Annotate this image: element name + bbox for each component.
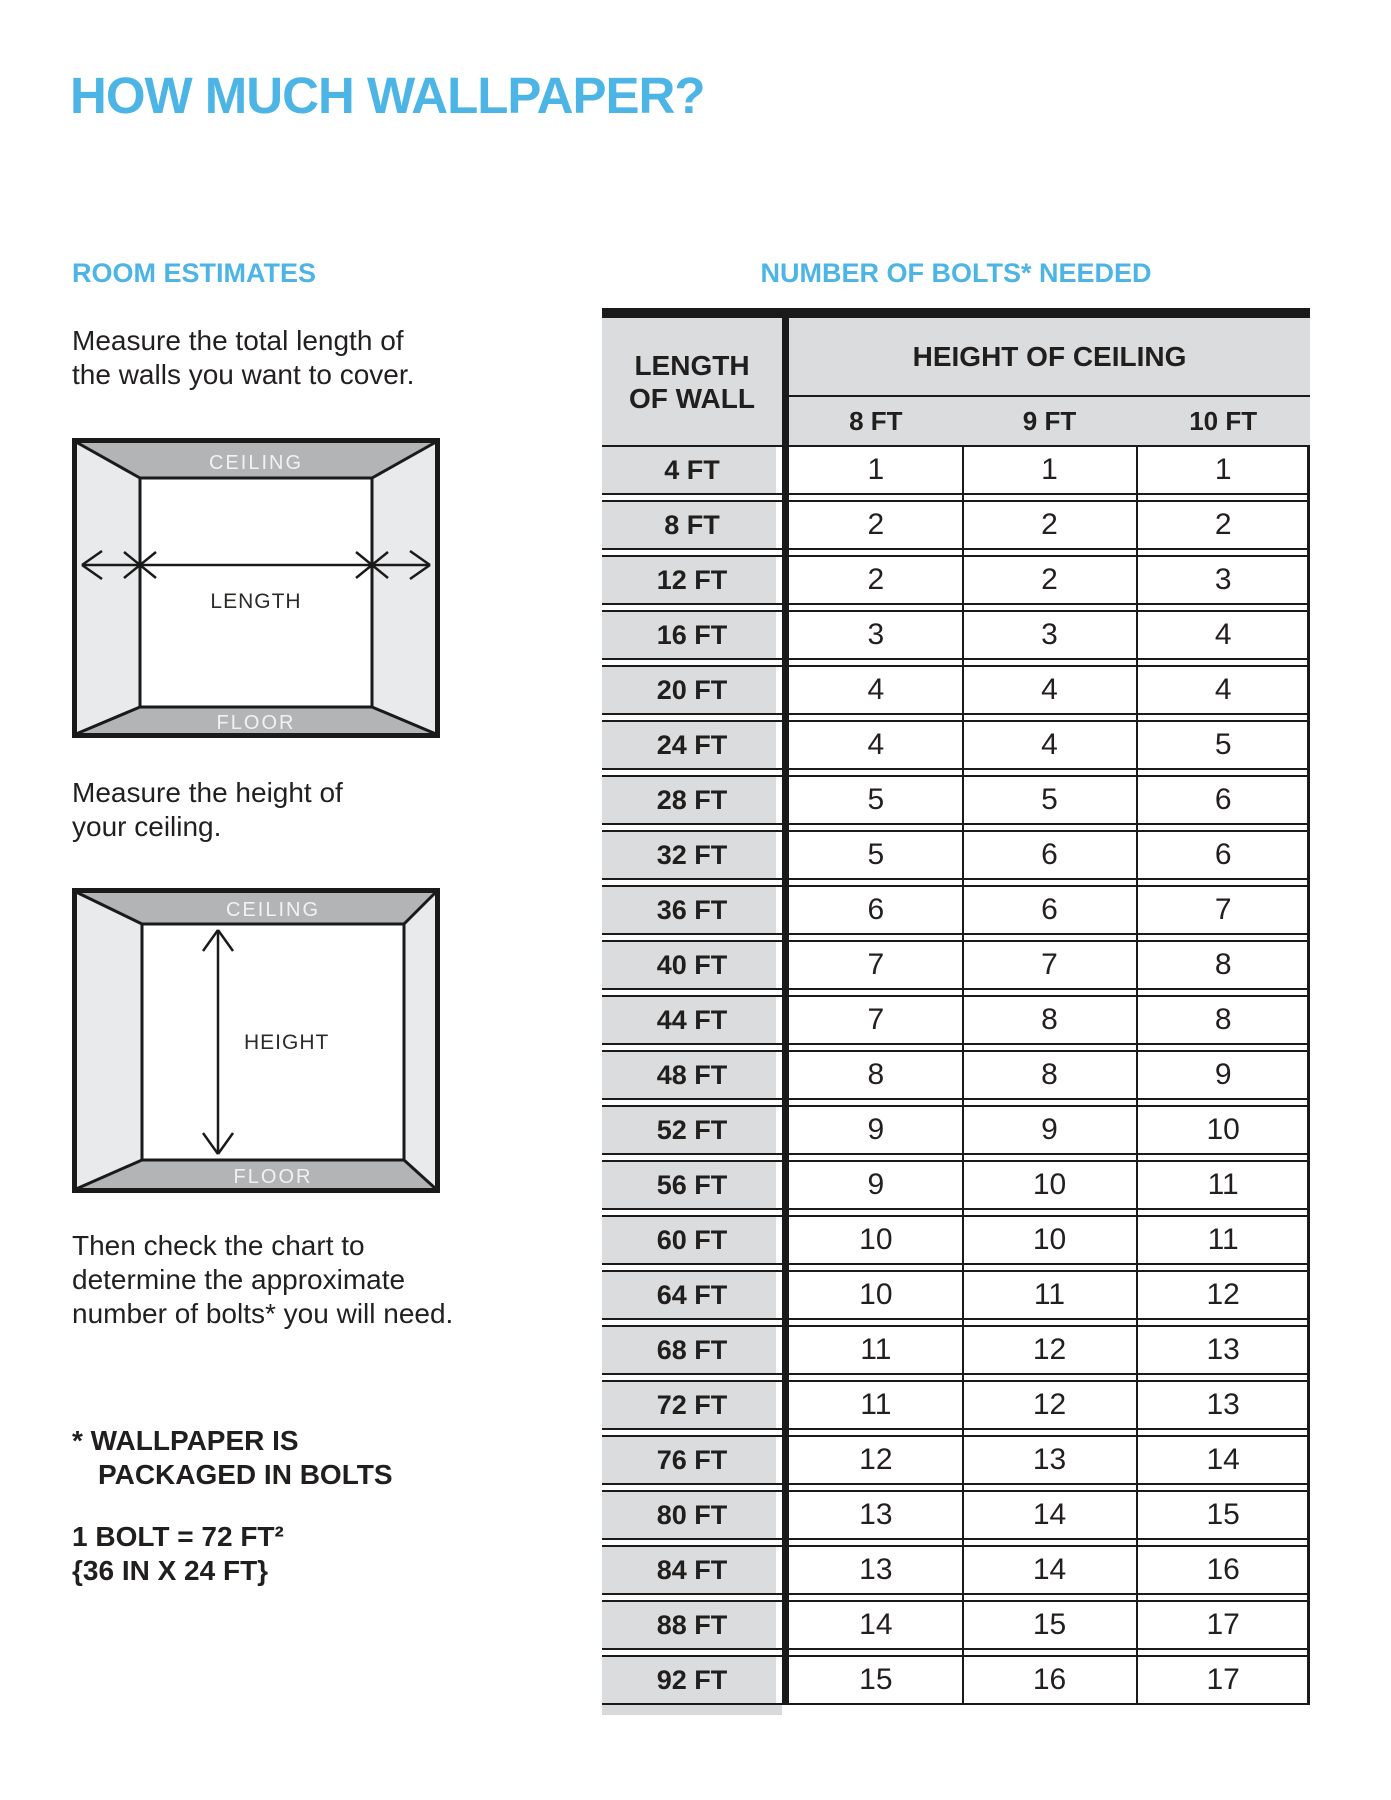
bolt-count-cell: 14: [1206, 1443, 1240, 1476]
wall-length-cell: 80 FT: [602, 1490, 782, 1540]
bolt-count-cell: 8: [867, 1058, 885, 1091]
wall-length-cell: 20 FT: [602, 665, 782, 715]
table-row: [602, 1435, 1310, 1485]
bolt-count-cell: 5: [1041, 783, 1058, 816]
bolt-count-cell: 5: [1214, 728, 1232, 761]
bolt-values: [789, 1380, 1310, 1430]
footnote-line: PACKAGED IN BOLTS: [98, 1459, 393, 1490]
ceiling-height-header: HEIGHT OF CEILING: [912, 340, 1187, 372]
bolt-count-cell: 4: [1214, 673, 1232, 706]
bolt-values: [789, 830, 1310, 880]
bolt-count-cell: 12: [1032, 1333, 1067, 1366]
room-length-diagram: [72, 438, 440, 738]
table-row: [602, 1655, 1310, 1705]
bolt-count-cell: 6: [1214, 838, 1232, 871]
wall-length-cell: 12 FT: [602, 555, 782, 605]
bolt-count-cell: 5: [867, 838, 885, 871]
bolt-values: [789, 1215, 1310, 1265]
bolt-count-cell: 8: [1214, 948, 1232, 981]
bolt-count-cell: 8: [1041, 1003, 1058, 1036]
bolt-count-cell: 2: [1041, 563, 1058, 596]
bolt-count-cell: 8: [1041, 1058, 1058, 1091]
bolt-count-cell: 10: [859, 1278, 893, 1311]
length-label: LENGTH: [210, 590, 302, 613]
wall-length-cell: 92 FT: [602, 1655, 782, 1705]
bolt-count-cell: 15: [1206, 1498, 1240, 1531]
bolt-values: [789, 665, 1310, 715]
wall-length-cell: 56 FT: [602, 1160, 782, 1210]
bolt-values: [789, 555, 1310, 605]
right-wall: [372, 442, 436, 734]
row-header-cell: [602, 318, 782, 445]
column-header: 8 FT: [849, 405, 903, 436]
wall-length-cell: 36 FT: [602, 885, 782, 935]
bolt-values: [789, 1435, 1310, 1485]
wall-length-cell: 76 FT: [602, 1435, 782, 1485]
bolt-count-cell: 12: [1032, 1388, 1067, 1421]
table-row: [602, 775, 1310, 825]
instruction-line: Measure the total length of: [72, 325, 404, 356]
floor-label: FLOOR: [233, 1166, 313, 1188]
table-row: [602, 1160, 1310, 1210]
floor-label: FLOOR: [216, 712, 296, 734]
left-wall: [76, 892, 142, 1189]
wall-length-cell: 72 FT: [602, 1380, 782, 1430]
table-top-bar: [602, 308, 1310, 318]
column-separator: [1136, 445, 1138, 1705]
bolt-values: [789, 940, 1310, 990]
wall-length-cell: 32 FT: [602, 830, 782, 880]
column-header: 9 FT: [1022, 405, 1077, 436]
bolt-count-cell: 11: [860, 1388, 892, 1421]
table-row: [602, 1270, 1310, 1320]
bolt-count-cell: 15: [859, 1663, 893, 1696]
bolt-count-cell: 13: [1206, 1388, 1240, 1421]
table-row: [602, 885, 1310, 935]
bolt-count-cell: 10: [1032, 1168, 1067, 1201]
row-header-line: OF WALL: [629, 382, 755, 414]
wall-length-cell: 60 FT: [602, 1215, 782, 1265]
bolt-values: [789, 885, 1310, 935]
instruction-line: the walls you want to cover.: [72, 359, 415, 390]
table-row: [602, 1600, 1310, 1650]
bolt-count-cell: 3: [1041, 618, 1058, 651]
table-row: [602, 445, 1310, 495]
bolt-values: [789, 1160, 1310, 1210]
bolt-count-cell: 12: [859, 1443, 893, 1476]
height-label: HEIGHT: [244, 1031, 330, 1054]
wall-length-cell: 68 FT: [602, 1325, 782, 1375]
bolts-needed-heading: NUMBER OF BOLTS* NEEDED: [760, 258, 1152, 288]
table-row: [602, 720, 1310, 770]
bolt-count-cell: 2: [1214, 508, 1232, 541]
bolt-count-cell: 9: [1214, 1058, 1232, 1091]
bolts-footnote: [72, 1424, 393, 1492]
bolt-count-cell: 4: [867, 728, 885, 761]
table-right-border: [1307, 445, 1310, 1705]
wall-length-cell: 4 FT: [602, 445, 782, 495]
table-row: [602, 1380, 1310, 1430]
bolt-count-cell: 6: [867, 893, 885, 926]
bolt-count-cell: 13: [1032, 1443, 1067, 1476]
bolt-count-cell: 9: [867, 1168, 885, 1201]
column-separator: [962, 445, 964, 1705]
bolt-count-cell: 15: [1032, 1608, 1067, 1641]
wall-length-cell: 16 FT: [602, 610, 782, 660]
bolt-values: [789, 720, 1310, 770]
table-row: [602, 940, 1310, 990]
table-row: [602, 500, 1310, 550]
bolt-count-cell: 17: [1206, 1608, 1240, 1641]
bolt-values: [789, 500, 1310, 550]
bolt-count-cell: 16: [1032, 1663, 1067, 1696]
bolts-table: [602, 308, 1310, 1715]
bolt-count-cell: 12: [1206, 1278, 1240, 1311]
bolt-count-cell: 7: [1214, 893, 1232, 926]
bolt-count-cell: 4: [1041, 728, 1058, 761]
table-row: [602, 1050, 1310, 1100]
bolt-values: [789, 1105, 1310, 1155]
instruction-check-chart: [72, 1229, 453, 1331]
table-row: [602, 1545, 1310, 1595]
instruction-line: Measure the height of: [72, 777, 343, 808]
bolt-count-cell: 13: [859, 1498, 893, 1531]
bolt-count-cell: 10: [859, 1223, 893, 1256]
left-wall: [76, 442, 140, 734]
table-row: [602, 1105, 1310, 1155]
bolt-count-cell: 10: [1032, 1223, 1067, 1256]
column-header: 10 FT: [1189, 405, 1258, 436]
table-rows: [602, 445, 1310, 1710]
room-height-diagram: [72, 888, 440, 1193]
footnote-line: * WALLPAPER IS: [72, 1425, 299, 1456]
column-headers: [789, 397, 1310, 445]
bolt-values: [789, 1270, 1310, 1320]
wall-length-cell: 64 FT: [602, 1270, 782, 1320]
bolt-size-info: [72, 1520, 284, 1588]
bolt-info-line: 1 BOLT = 72 FT²: [72, 1521, 284, 1552]
bolt-count-cell: 9: [867, 1113, 885, 1146]
bolt-count-cell: 6: [1214, 783, 1232, 816]
wall-length-cell: 88 FT: [602, 1600, 782, 1650]
instruction-measure-length: [72, 324, 414, 392]
bolt-count-cell: 14: [1032, 1553, 1067, 1586]
bolt-count-cell: 11: [1033, 1278, 1066, 1311]
page-title: HOW MUCH WALLPAPER?: [70, 67, 705, 124]
instruction-line: Then check the chart to: [72, 1230, 365, 1261]
bolt-count-cell: 2: [1041, 508, 1058, 541]
row-header-line: LENGTH: [634, 349, 750, 381]
bolt-count-cell: 5: [867, 783, 885, 816]
bolt-count-cell: 3: [867, 618, 885, 651]
table-row: [602, 1215, 1310, 1265]
bolt-count-cell: 6: [1041, 838, 1058, 871]
bolt-count-cell: 13: [1206, 1333, 1240, 1366]
bolt-count-cell: 1: [1214, 453, 1232, 486]
bolt-count-cell: 7: [867, 1003, 885, 1036]
wall-length-cell: 40 FT: [602, 940, 782, 990]
bolt-count-cell: 2: [867, 508, 885, 541]
instruction-line: determine the approximate: [72, 1264, 406, 1295]
table-row: [602, 1325, 1310, 1375]
bolt-values: [789, 610, 1310, 660]
bolt-count-cell: 17: [1206, 1663, 1240, 1696]
bolt-values: [789, 1325, 1310, 1375]
wall-length-cell: 44 FT: [602, 995, 782, 1045]
bolt-count-cell: 13: [859, 1553, 893, 1586]
table-row: [602, 665, 1310, 715]
bolt-count-cell: 4: [867, 673, 885, 706]
bolt-values: [789, 995, 1310, 1045]
table-row: [602, 555, 1310, 605]
bolt-count-cell: 11: [860, 1333, 892, 1366]
bolt-values: [789, 1545, 1310, 1595]
bolt-count-cell: 4: [1214, 618, 1232, 651]
bolt-count-cell: 9: [1041, 1113, 1058, 1146]
bolt-values: [789, 1655, 1310, 1705]
bolt-info-line: {36 IN X 24 FT}: [72, 1555, 269, 1586]
wall-length-cell: 24 FT: [602, 720, 782, 770]
wall-length-cell: 28 FT: [602, 775, 782, 825]
bolt-values: [789, 775, 1310, 825]
bolt-count-cell: 4: [1041, 673, 1058, 706]
bolt-count-cell: 1: [1041, 453, 1058, 486]
bolt-count-cell: 7: [1041, 948, 1058, 981]
bolt-values: [789, 445, 1310, 495]
right-wall: [404, 892, 436, 1189]
bolt-values: [789, 1050, 1310, 1100]
instruction-measure-height: [72, 776, 343, 844]
table-bottom-shadow: [602, 1705, 782, 1715]
bolt-count-cell: 14: [1032, 1498, 1067, 1531]
table-row: [602, 610, 1310, 660]
bolt-count-cell: 6: [1041, 893, 1058, 926]
ceiling-label: CEILING: [208, 452, 304, 474]
instruction-line: your ceiling.: [72, 811, 222, 842]
column-header-group: [789, 318, 1310, 445]
table-row: [602, 1490, 1310, 1540]
instruction-line: number of bolts* you will need.: [72, 1298, 454, 1329]
bolt-count-cell: 7: [867, 948, 885, 981]
bolt-count-cell: 3: [1214, 563, 1232, 596]
bolt-count-cell: 11: [1207, 1223, 1239, 1256]
bolt-count-cell: 10: [1206, 1113, 1240, 1146]
table-row: [602, 995, 1310, 1045]
wall-length-cell: 48 FT: [602, 1050, 782, 1100]
bolt-count-cell: 14: [859, 1608, 893, 1641]
wall-length-cell: 8 FT: [602, 500, 782, 550]
bolt-count-cell: 2: [867, 563, 885, 596]
table-row: [602, 830, 1310, 880]
wall-length-cell: 84 FT: [602, 1545, 782, 1595]
bolt-values: [789, 1600, 1310, 1650]
room-estimates-heading: ROOM ESTIMATES: [72, 258, 317, 288]
bolt-count-cell: 8: [1214, 1003, 1232, 1036]
bolt-count-cell: 16: [1206, 1553, 1240, 1586]
wall-length-cell: 52 FT: [602, 1105, 782, 1155]
bolt-count-cell: 11: [1207, 1168, 1239, 1201]
bolt-count-cell: 1: [867, 453, 885, 486]
ceiling-label: CEILING: [225, 899, 321, 921]
bolt-values: [789, 1490, 1310, 1540]
